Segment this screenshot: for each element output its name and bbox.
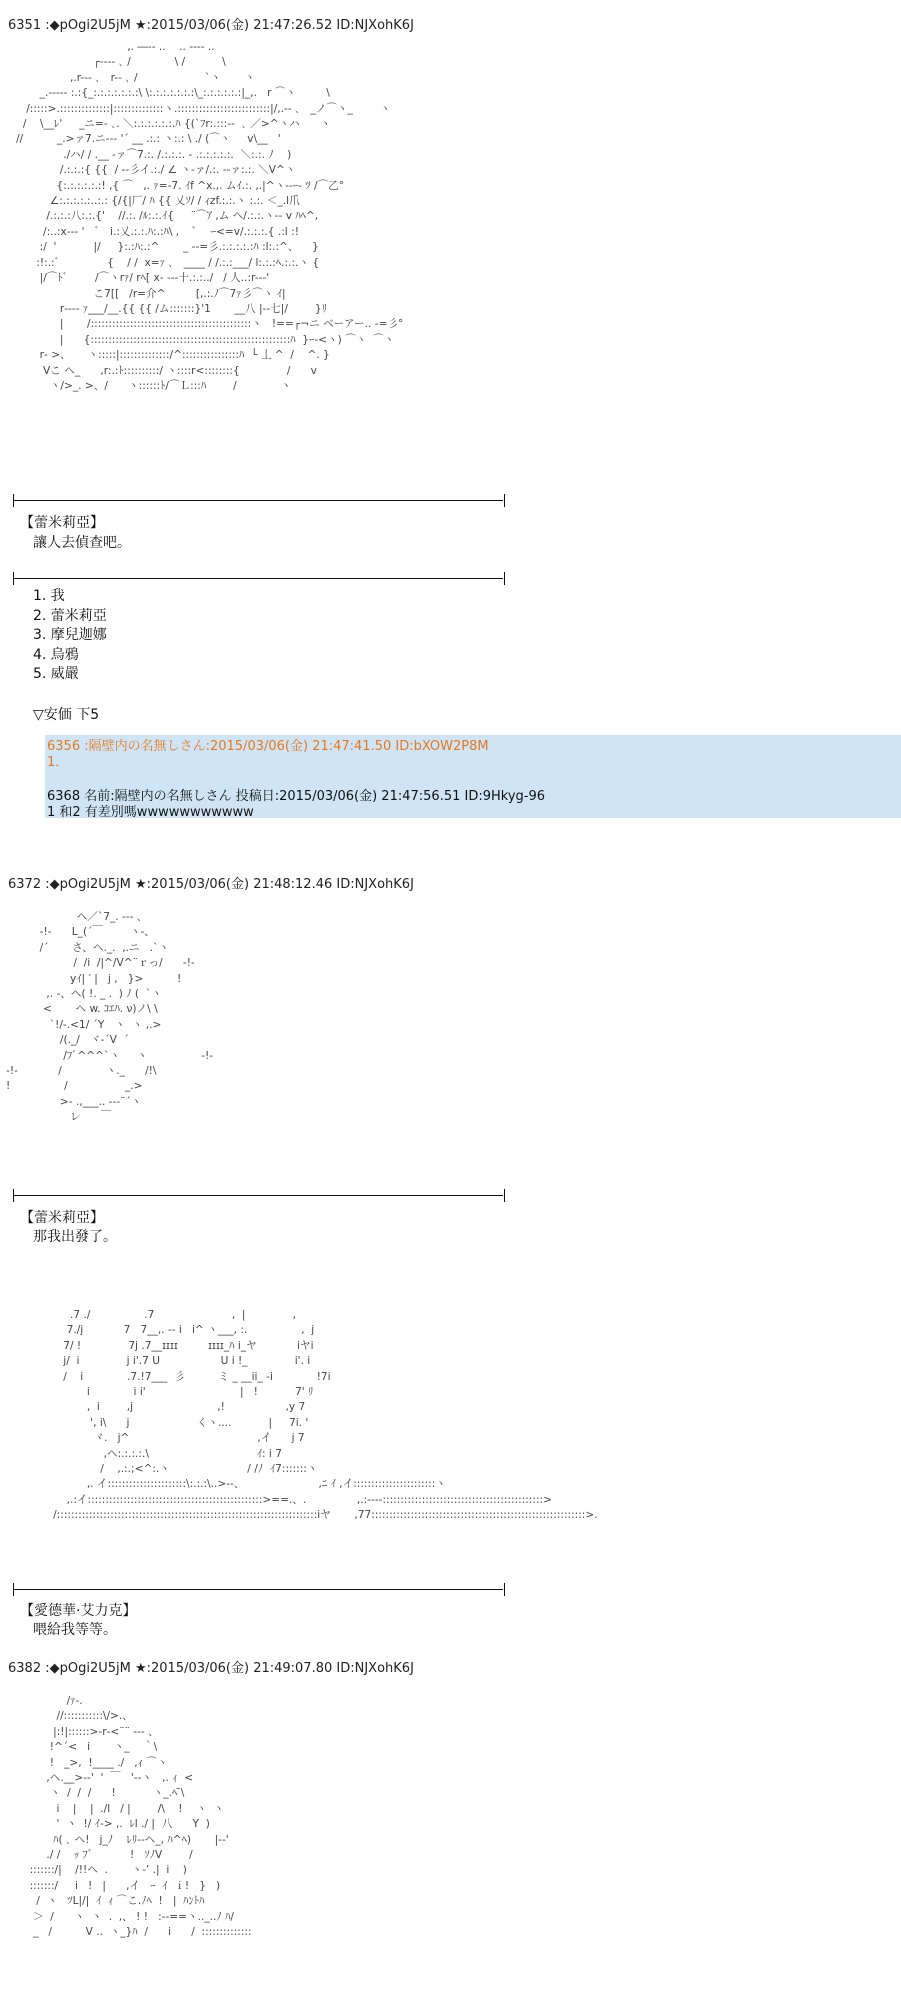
choice-item: 1. 我 (33, 588, 65, 604)
quoted-reply-body: 1． (47, 755, 69, 770)
ascii-art-remilia-chibi: ヘ／`7_. --‐ 、 ‐!‐ L_(´￣ ヽ-、 /´ さ、ヘ._. ,.ニ .`ヽ / /i /|^/V^¨ｒっ/ ‐!‐ yｲ| ′ | j , }> ! ,. ‐、ヘ( !. _ . ) ﾉ ( `ヽ < ヘ w. ｺｴﾊ. ν)ノ\ \ `!/‐.<1/ ´Y ヽ ヽ ,.> /(._/ ヾ‐´V ´ /ﾌﾞ^^^`ヽ ヽ ‐!‐ ‐!‐ / ヽ._ /!\ ! / _.> >‐ .,___.. --‐¨´ヽ レ ￣ (6, 911, 214, 1124)
divider (13, 1195, 503, 1196)
choice-item: 5. 威嚴 (33, 666, 79, 682)
dialogue-line: 那我出發了。 (33, 1229, 117, 1245)
ascii-art-remilia: ,. ―-- .. .. ---‐ .. ┌---‐ ､ / \ / \ ,.r--‐ ､ r-‐ ､ / `ヽ ヽ _.----- :.:{_:.:.:.:.:.:.:\ \:.:.:.:.:.:.:\_:.:.:.:.:.:|_,. r ⌒ヽ \ /:::::>.::::::::::::::|::::::::::::::ヽ.::::::::::::::::::::::::::|/,.-‐ ､ _ノ⌒ヽ_ ヽ / \__ﾚ' _ニ=‐ ､. ＼:.:.:.:.:.:.ﾊ {(`ﾌr:.:::-‐ ､ ／>^ヽハ ヽ // _.>ァ7.ニ--‐ '´ __ .:.: ヽ:.: \ ./ (⌒ヽ v\__ ' ./ハ/ / .__ ‐ァ⌒7.:. /.:.:.:. ‐ .:.:.:.:.:. ＼:.:. ﾉ ) /.:.:.:{ {{ / ‐-彡イ.:./ ∠ ヽ‐ァ/.:. ‐‐ァ:.:. ＼V^ヽ {:.:.:.:.:.:! ,{ ⌒ ,. ｧ=-7. ｲf ^x.,. ムｲ.:. ,.|^ヽ--ｰ- ﾂ /⌒乙° ∠:.:.:.:.:..:.: {/{|厂/ ﾊ {{ 乂ｿ/ / ｨzf.:.:.ヽ :.:. ＜_.l爪 /.:.:.:八:.:.{' //.:. /ﾙ:.:.ｲ{ ¨⌒ｱ ,ム ヘ/.:.:.ヽ-- v ﾊﾍ^, /:..:x--‐ ' ﾞ i.:乂.:.:.ﾊ:.:ﾊ\ , ﾞ ｰ<=v/.:.:.:.{ .:l :! :/ ' |/ }:.:ﾊ:.:^ _ ‐-=彡.:.:.:.:.:ﾊ :l:.:^、 } :!:.:ﾞ { / / x=ｧ ､ ____ / /.:.:___/ l:.:.:ﾍ.:.:.ヽ { |/⌒ﾄﾞ /⌒ヽrｧ/ rﾍ[ x‐ ‐‐‐十.:.:../ / 人..:r--‐' こ7[[ /r=介^ [,.:.ﾉ⌒7ｧ彡⌒ヽ ｲ| r‐--- ｧ___/__.{{ {{ /ム:::::::}'1 __八 |‐-七|/ }ﾘ | /:::::::::::::::::::::::::::::::::::::::::::::ヽ !==┌¬ニ ベーアー.. ‐=彡° | {::::::::::::::::::::::::::::::::::::::::::::::::::::::::ﾊ }ｰ‐<ヽ) ⌒ヽ ⌒ヽ r‐ >、 ヽ:::::|::::::::::::::/^::::::::::::::::ﾊ └ 丄 ^ / ^. } Vこ ヘ_ ,r:.:ﾄ::::::::::/ ヽ::::r<::::::::{ / v ヽ/>_. >、/ ヽ::::::ﾄ/⌒Ｌ:::ﾊ / ヽ (16, 41, 404, 392)
choice-list (33, 587, 107, 685)
post-header: 6372 :◆pOgi2U5jM ★:2015/03/06(金) 21:48:12.46 ID:NJXohK6J (8, 877, 414, 892)
quoted-replies (45, 735, 901, 818)
dialogue-line: 讓人去偵查吧。 (33, 535, 131, 551)
ascii-art-edward: .7 ./ .7 , | , 7./j 7 7__,. ‐‐ i i^ ヽ___, :. , j 7/ ! 7j .7__ɪɪɪɪ ɪɪɪɪ_ﾊ i_ヤ iヤi j/ i j i'.7 U U i !_ i'. i / i .7.!7___ 彡 ミ _ __ii_ -i !7i i i i' | ! 7' ﾘ , i ,j ,! ,y 7 ', i\ j くヽ.... | 7i. ' ヾ. j^ ,イ j 7 ,ヘ:.:.:.:.\ ｲ: i 7 / ,.:.;<^:.ヽ / /ﾉ ｲ7:::::::ヽ ,. イ::::::::::::::::::::::\:.:.:\..>‐-、 ,ﾆ ｲ ,イ:::::::::::::::::::::::ヽ ,.:イ:::::::::::::::::::::::::::::::::::::::::::::::::>==.、. ,.:‐---:::::::::::::::::::::::::::::::::::::::::::::> /:::::::::::::::::::::::::::::::::::::::::::::::::::::::::::::::::::::::::iヤ ,77::::::::::::::::::::::::::::::::::::::::::::::::::::::::::::>. (53, 1309, 598, 1522)
speaker-name: 【蕾米莉亞】 (20, 515, 104, 531)
post-header: 6351 :◆pOgi2U5jM ★:2015/03/06(金) 21:47:26.52 ID:NJXohK6J (8, 18, 414, 33)
choice-item: 2. 蕾米莉亞 (33, 607, 107, 624)
speaker-name: 【蕾米莉亞】 (20, 1210, 104, 1226)
ascii-art-character: /ｧ‐. //:::::::::::\/>.、 |:!|::::::>‐r‐<¨¨ ‐‐- 、 !^´< i ヽ_ ｀\ ! _>, !____ ./ ,ｨ ⌒ヽ ,ヘ.__>-‐' ' ￣ '‐‐ヽ ,. ｨ < ヽ / / / ! ヽ_.ﾍ ̄\ i | | ./l / | /\ ! ヽ ヽ ' ヽ !/ ｲ‐> ,. ﾚl ./ | 八 Y ) ﾊ( ､ ヘ! j_ﾉ ﾚﾘ‐‐ヘ_, ﾊ^ﾍ) |‐‐' ./ / ｯ ﾌﾞ ! ｿﾉV / :::::::/| /!!ヘ . ヽ‐’ .| i ) :::::::/ i ! | ,イ ｰ ｲ ｉ! } ) / ヽ ﾂL|/| ｲ ｨ ⌒こ.ﾉﾍ ! | ﾊﾝﾄﾊ ＞ / ヽ ヽ . ,、 ! ! :-‐==ヽ.._..ﾉ ﾊ/ _ / V .. ヽ_}ﾊ / i / :::::::::::::: (29, 1695, 252, 1939)
divider (13, 1589, 503, 1590)
dialogue-line: 喂給我等等。 (33, 1622, 117, 1638)
post-header: 6382 :◆pOgi2U5jM ★:2015/03/06(金) 21:49:07.80 ID:NJXohK6J (8, 1661, 414, 1676)
quoted-reply-header[interactable]: 6368 名前:隔壁内の名無しさん 投稿日:2015/03/06(金) 21:47:56.51 ID:9Hkyg-96 (47, 789, 546, 804)
divider (13, 578, 503, 579)
quoted-reply-header[interactable]: 6356 :隔壁内の名無しさん:2015/03/06(金) 21:47:41.50 ID:bXOW2P8M (47, 739, 489, 754)
vote-instruction: ▽安価 下5 (33, 707, 100, 723)
quoted-reply-body: 1 和2 有差別嗎wwwwwwwwwww (47, 805, 254, 820)
speaker-name: 【愛德華·艾力克】 (20, 1603, 137, 1619)
choice-item: 4. 烏鴉 (33, 646, 79, 663)
choice-item: 3. 摩兒迦娜 (33, 627, 107, 643)
divider (13, 500, 503, 501)
